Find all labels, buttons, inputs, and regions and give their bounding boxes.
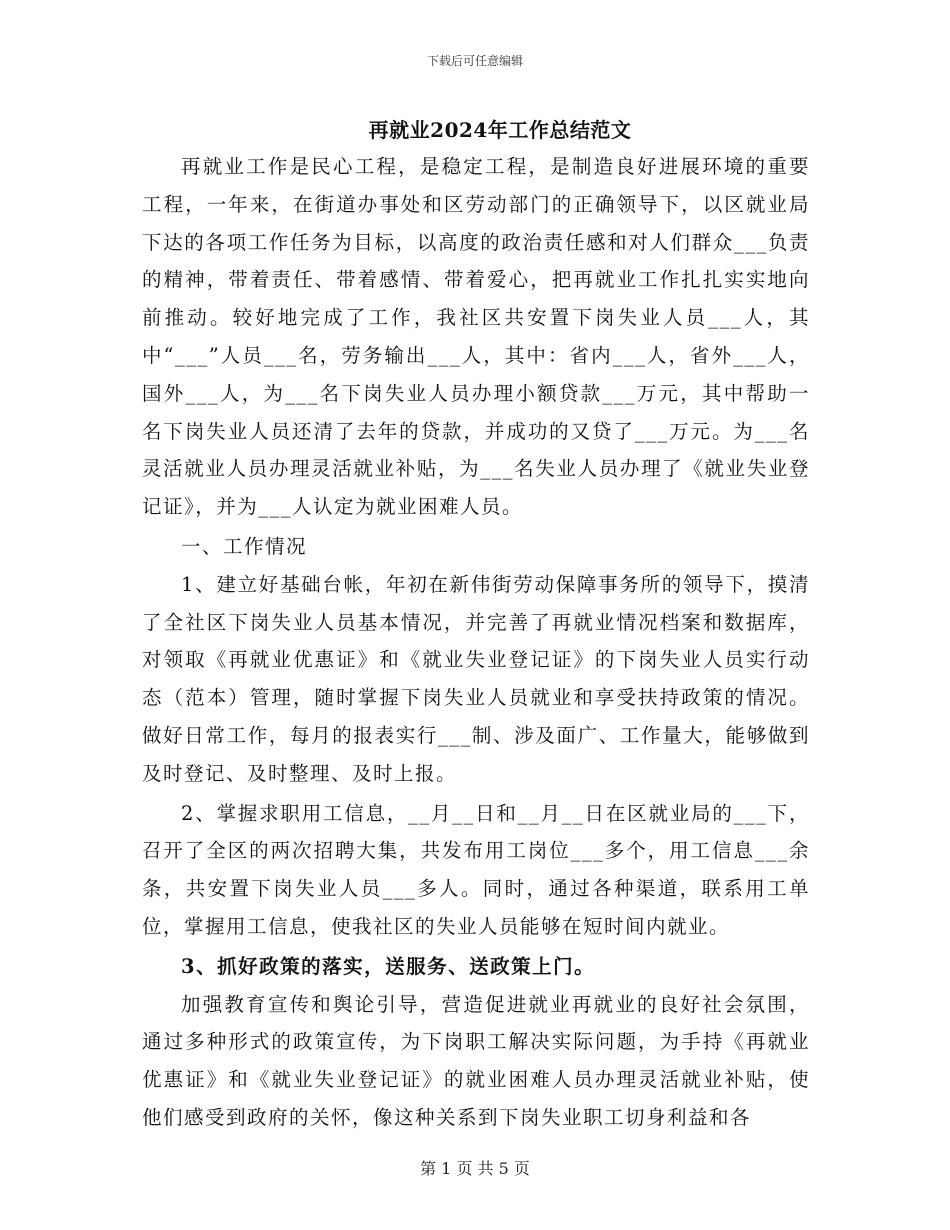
header-note: 下载后可任意编辑 [426,54,523,68]
paragraph-policy: 加强教育宣传和舆论引导，营造促进就业再就业的良好社会氛围，通过多种形式的政策宣传，为下岗职工解决实际问题，为手持《再就业优惠证》和《就业失业登记证》的就业困难人员办理灵活就业补贴，使他们感受到政府的关怀，像这种关系到下岗失业职工切身利益和各 [142,992,810,1129]
document-body [142,148,810,1137]
section-heading-policy: 3、抓好政策的落实，送服务、送政策上门。 [181,954,596,978]
intro-paragraph: 再就业工作是民心工程，是稳定工程，是制造良好进展环境的重要工程，一年来，在街道办事处和区劳动部门的正确领导下，以区就业局下达的各项工作任务为目标，以高度的政治责任感和对人们群众___负责的精神，带着责任、带着感情、带着爱心，把再就业工作扎扎实实地向前推动。较好地完成了工作，我社区共安置下岗失业人员___人，其中“___”人员___名，劳务输出___人，其中：省内___人，省外___人，国外___人，为___名下岗失业人员办理小额贷款___万元，其中帮助一名下岗失业人员还清了去年的贷款，并成功的又贷了___万元。为___名灵活就业人员办理灵活就业补贴，为___名失业人员办理了《就业失业登记证》，并为___人认定为就业困难人员。 [142,155,810,519]
page-footer: 第 1 页 共 5 页 [420,1159,530,1178]
paragraph-item-2: 2、掌握求职用工信息，__月__日和__月__日在区就业局的___下，召开了全区的两次招聘大集，共发布用工岗位___多个，用工信息___余条，共安置下岗失业人员___多人。同时，通过各种渠道，联系用工单位，掌握用工信息，使我社区的失业人员能够在短时间内就业。 [142,801,810,938]
section-heading-work-situation: 一、工作情况 [181,534,308,558]
document-title: 再就业2024年工作总结范文 [368,118,632,142]
paragraph-item-1: 1、建立好基础台帐，年初在新伟街劳动保障事务所的领导下，摸清了全社区下岗失业人员基本情况，并完善了再就业情况档案和数据库，对领取《再就业优惠证》和《就业失业登记证》的下岗失业人员实行动态（范本）管理，随时掌握下岗失业人员就业和享受扶持政策的情况。做好日常工作，每月的报表实行___制、涉及面广、工作量大，能够做到及时登记、及时整理、及时上报。 [142,572,810,785]
